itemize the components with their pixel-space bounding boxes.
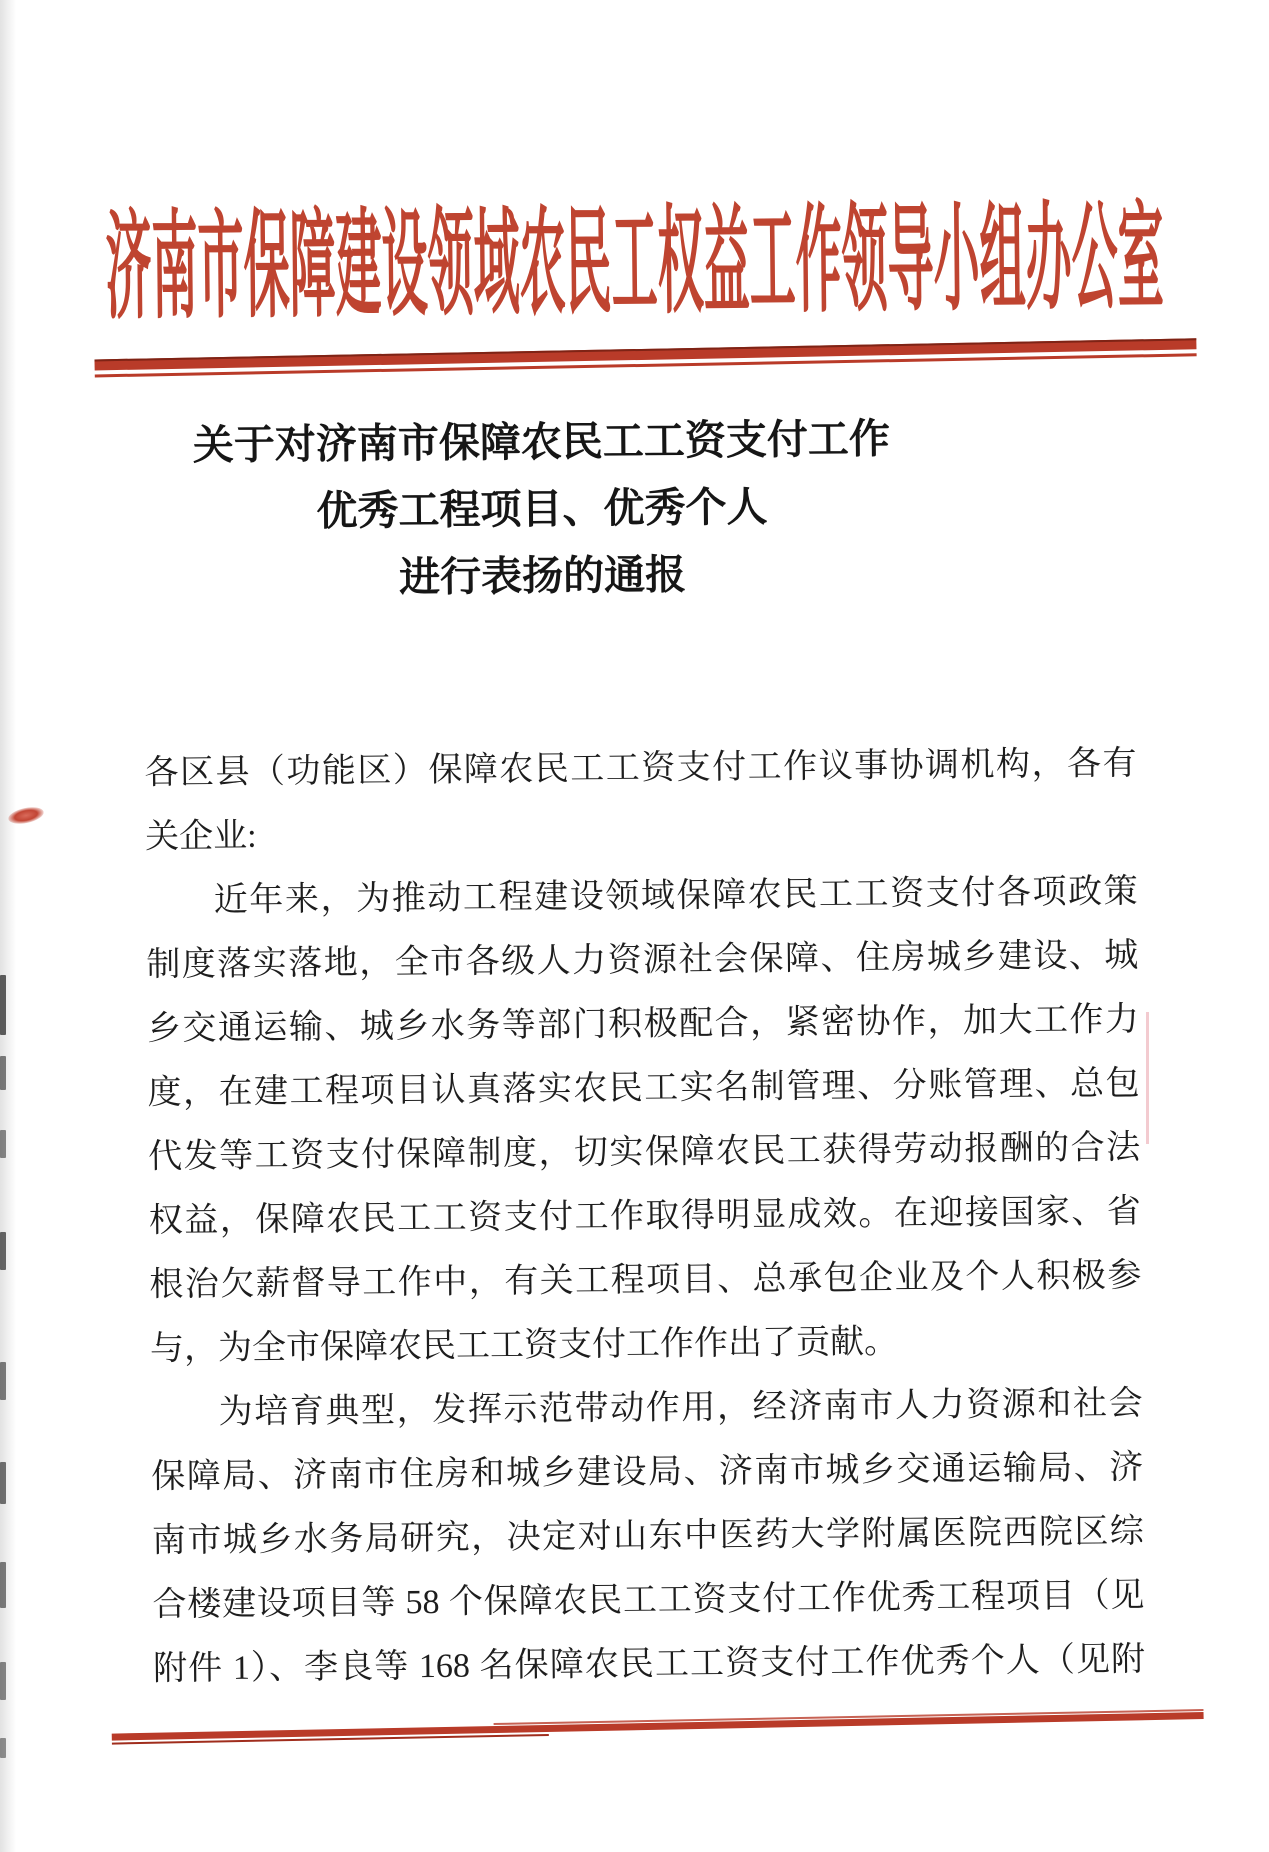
body-line: 制度落实落地，全市各级人力资源社会保障、住房城乡建设、城 xyxy=(146,937,1139,984)
body-line: 代发等工资支付保障制度，切实保障农民工获得劳动报酬的合法 xyxy=(148,1129,1141,1176)
scan-artifact-dash xyxy=(0,1056,6,1090)
body-line: 各区县（功能区）保障农民工工资支付工作议事协调机构，各有 xyxy=(144,745,1137,792)
letterhead-rule xyxy=(94,338,1196,377)
body-line: 与，为全市保障农民工工资支付工作作出了贡献。 xyxy=(149,1323,899,1368)
document-title-line: 关于对济南市保障农民工工资支付工作 xyxy=(192,414,891,470)
scan-artifact-dash xyxy=(0,1562,6,1608)
scan-artifact-dash xyxy=(0,1662,6,1700)
scan-artifact-dash xyxy=(0,1738,6,1758)
scan-artifact-dash xyxy=(0,1362,6,1400)
body-line: 根治欠薪督导工作中，有关工程项目、总承包企业及个人积极参 xyxy=(149,1257,1142,1304)
body-line: 度，在建工程项目认真落实农民工实名制管理、分账管理、总包 xyxy=(147,1065,1140,1112)
footer-rule-thick xyxy=(112,1712,1204,1741)
scan-artifact-dash xyxy=(0,975,6,1035)
body-line: 保障局、济南市住房和城乡建设局、济南市城乡交通运输局、济 xyxy=(151,1449,1144,1496)
document-title xyxy=(0,404,1089,615)
body-line: 近年来，为推动工程建设领域保障农民工工资支付各项政策 xyxy=(213,873,1138,920)
body-line: 乡交通运输、城乡水务等部门积极配合，紧密协作，加大工作力 xyxy=(146,1001,1140,1048)
footer-rule xyxy=(112,1709,1204,1745)
body-line: 南市城乡水务局研究，决定对山东中医药大学附属医院西院区综 xyxy=(151,1513,1145,1560)
document-title-line: 进行表扬的通报 xyxy=(398,550,687,602)
scan-artifact-dash xyxy=(0,1130,6,1158)
document-body xyxy=(144,732,1145,1701)
scan-artifact-dash xyxy=(0,1232,6,1270)
scan-artifact-pink-streak xyxy=(1146,1012,1149,1144)
letterhead-banner: 济南市保障建设领域农民工权益工作领导小组办公室 xyxy=(104,187,1165,336)
body-line: 为培育典型，发挥示范带动作用，经济南市人力资源和社会 xyxy=(218,1385,1143,1432)
document-title-line: 优秀工程项目、优秀个人 xyxy=(316,482,768,536)
body-line: 权益，保障农民工工资支付工作取得明显成效。在迎接国家、省 xyxy=(148,1193,1141,1240)
body-line: 合楼建设项目等 58 个保障农民工工资支付工作优秀工程项目（见 xyxy=(152,1577,1145,1624)
body-line: 附件 1）、李良等 168 名保障农民工工资支付工作优秀个人（见附 xyxy=(152,1641,1146,1688)
body-line: 关企业: xyxy=(144,817,257,856)
scan-artifact-dash xyxy=(0,1462,6,1504)
